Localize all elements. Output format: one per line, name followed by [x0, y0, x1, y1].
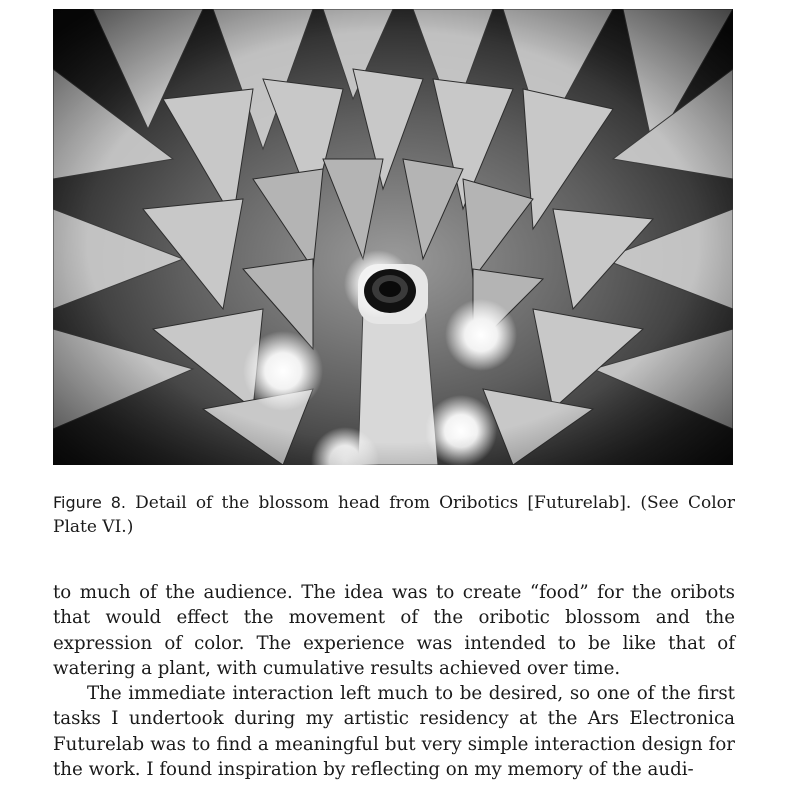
figure-label: Figure 8.	[53, 493, 126, 512]
paragraph: The immediate interaction left much to be desired, so one of the first tasks I undertook during my artistic residency at the Ars Electronica Futurelab was to find a meaningful but very simple interaction design for the work. I found inspiration by reflecting on my memory of the audi-	[53, 683, 735, 781]
figure-photo	[53, 9, 733, 465]
figure-caption	[53, 491, 735, 539]
figure-caption-text: Detail of the blossom head from Oribotics [Futurelab]. (See Color Plate VI.)	[53, 493, 735, 537]
paragraph: to much of the audience. The idea was to create “food” for the oribots that would effect the movement of the oribotic blossom and the expression of color. The experience was intended to be like that of watering a plant, with cumulative results achieved over time.	[53, 582, 735, 679]
blossom-photo-image	[53, 9, 733, 465]
body-text	[53, 580, 735, 782]
